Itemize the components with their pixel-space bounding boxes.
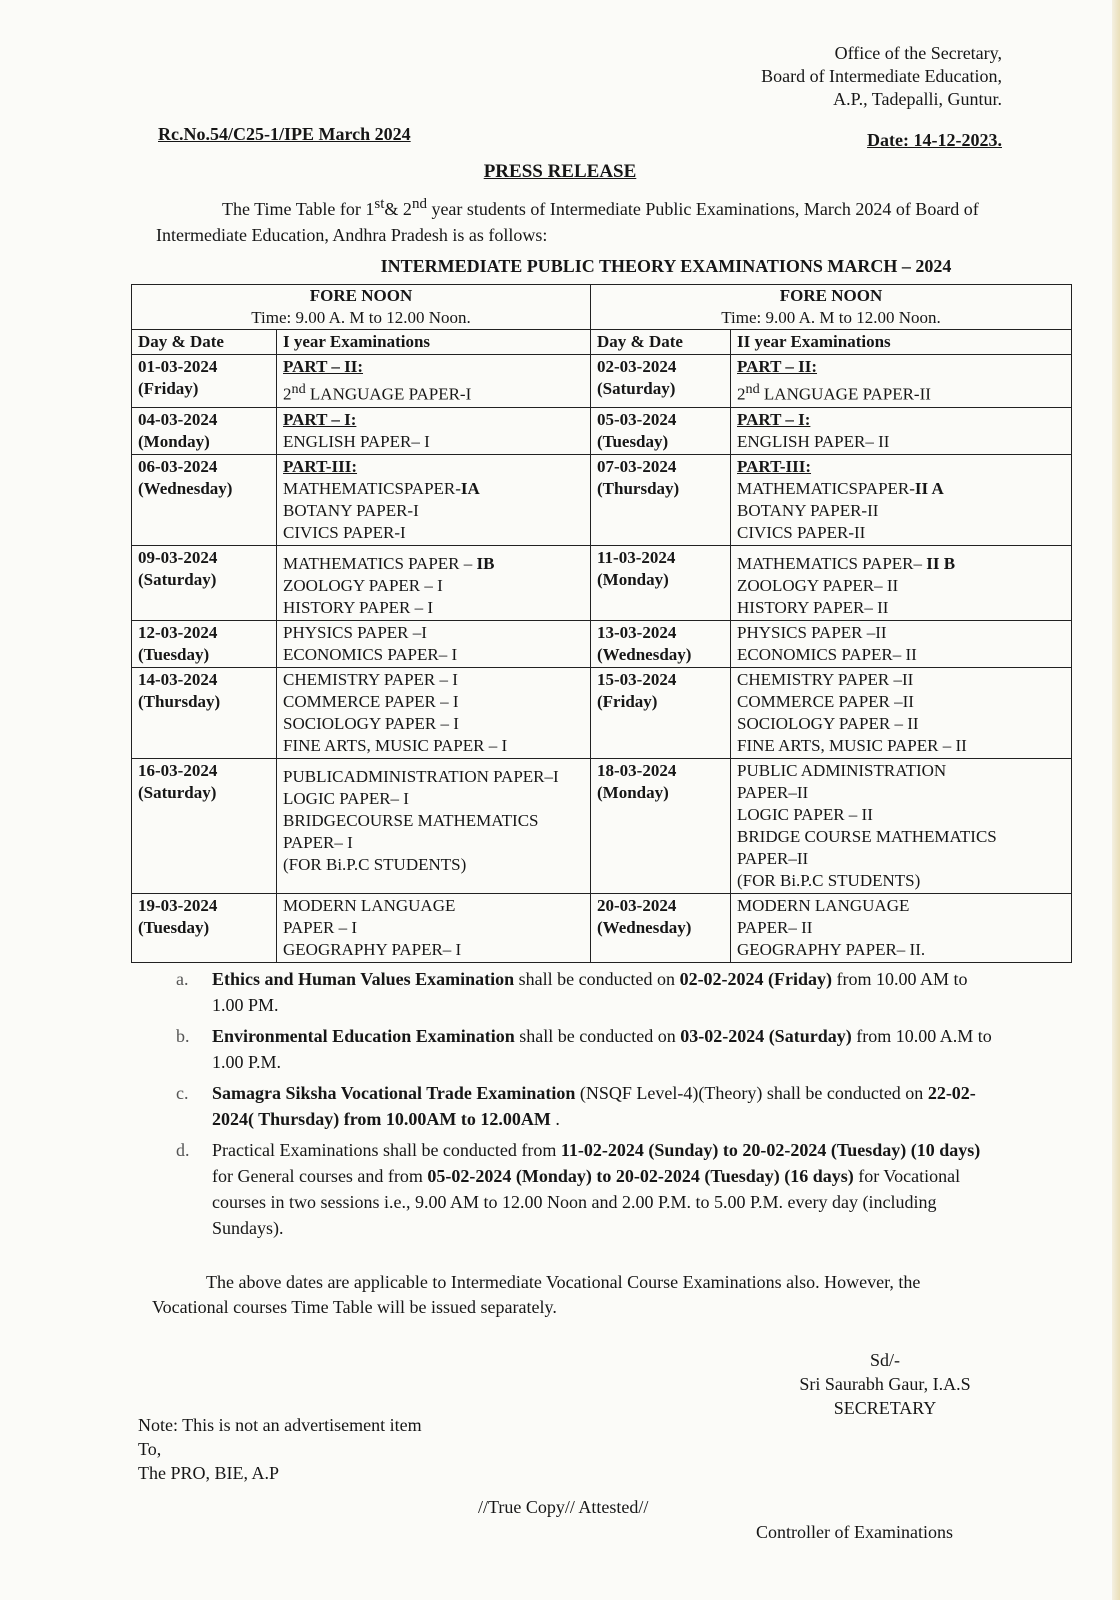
list-marker: b.	[176, 1026, 190, 1046]
exam-day: (Tuesday)	[597, 431, 669, 451]
day-date-cell	[132, 667, 277, 758]
part-label: PART – II:	[283, 357, 364, 376]
note-bold: Ethics and Human Values Examination	[212, 969, 515, 989]
day-date-cell	[591, 758, 731, 893]
exam-name: ECONOMICS PAPER– II	[737, 644, 917, 664]
day-date-cell	[132, 355, 277, 408]
exam-date: 05-03-2024	[597, 409, 677, 429]
exam-line	[283, 553, 584, 575]
notes-list	[170, 966, 1000, 1246]
exam-name: ECONOMICS PAPER– I	[283, 644, 458, 664]
timetable	[131, 284, 1072, 963]
exam-cell	[731, 407, 1072, 454]
note-text: for Vocational courses in two sessions i.e., 9.00 AM to 12.00 Noon and 2.00 P.M. to 5.00 P.M. every day (including Sundays).	[212, 1166, 961, 1238]
exam-line	[283, 478, 584, 500]
exam-name: PAPER–II	[737, 782, 809, 802]
exam-name: MATHEMATICS PAPER–	[737, 553, 927, 573]
table-row	[132, 545, 1072, 620]
signature-block	[760, 1348, 1010, 1420]
exam-name: PAPER–II	[737, 848, 809, 868]
paper-code: IA	[460, 478, 480, 498]
exam-name: PAPER – I	[283, 917, 358, 937]
exam-name: BRIDGECOURSE MATHEMATICS	[283, 810, 539, 830]
list-marker: a.	[176, 969, 189, 989]
exam-name: SOCIOLOGY PAPER – II	[737, 713, 919, 733]
exam-name: ZOOLOGY PAPER – I	[283, 575, 443, 595]
exam-day: (Tuesday)	[138, 644, 210, 664]
note-text: from 10.00 AM to 1.00 PM.	[212, 969, 968, 1015]
exam-name: PAPER– I	[283, 832, 353, 852]
office-line: A.P., Tadepalli, Guntur.	[833, 89, 1002, 109]
exam-name: COMMERCE PAPER –II	[737, 691, 914, 711]
note-a	[170, 966, 1000, 1018]
table-row	[132, 620, 1072, 667]
table-row	[132, 355, 1072, 408]
exam-line: 2nd LANGUAGE PAPER-II	[737, 381, 931, 404]
page-edge	[1112, 0, 1120, 1600]
exam-name: LANGUAGE PAPER-I	[309, 384, 472, 404]
exam-cell	[731, 545, 1072, 620]
exam-cell	[731, 620, 1072, 667]
part-label: PART – I:	[283, 409, 357, 429]
day-date-cell	[591, 355, 731, 408]
exam-day: (Monday)	[597, 782, 669, 802]
note-bold: 22-02-2024( Thursday) from 10.00AM to 12.00AM	[212, 1083, 976, 1129]
day-date-cell	[132, 758, 277, 893]
exam-day: (Saturday)	[138, 569, 217, 589]
exam-name: CHEMISTRY PAPER – I	[283, 669, 458, 689]
session-time: Time: 9.00 A. M to 12.00 Noon.	[251, 308, 471, 327]
exam-cell	[731, 758, 1072, 893]
exam-day: (Friday)	[597, 691, 658, 711]
table-row	[132, 454, 1072, 545]
exam-name: (FOR Bi.P.C STUDENTS)	[283, 854, 467, 874]
exam-name: PUBLICADMINISTRATION PAPER–I	[283, 766, 559, 786]
exam-cell	[731, 355, 1072, 408]
reference-number: Rc.No.54/C25-1/IPE March 2024	[158, 124, 411, 144]
closing-paragraph: The above dates are applicable to Intermediate Vocational Course Examinations also. However, the Vocational courses Time Table will be issued separately.	[152, 1272, 921, 1317]
note-d	[170, 1137, 1000, 1241]
list-marker: c.	[176, 1083, 189, 1103]
attestation: //True Copy// Attested//	[478, 1497, 649, 1517]
exam-name: GEOGRAPHY PAPER– I	[283, 939, 462, 959]
exam-cell	[277, 893, 591, 962]
intro-text: The Time Table for 1	[222, 199, 375, 219]
exam-day: (Wednesday)	[138, 478, 233, 498]
session-time: Time: 9.00 A. M to 12.00 Noon.	[721, 308, 941, 327]
exam-name: PUBLIC ADMINISTRATION	[737, 760, 947, 780]
exam-line	[737, 553, 1065, 575]
exam-cell	[731, 893, 1072, 962]
note-text: from 10.00 A.M to 1.00 P.M.	[212, 1026, 992, 1072]
exam-cell	[277, 355, 591, 408]
exam-name: MATHEMATICS PAPER –	[283, 553, 477, 573]
footer-note	[138, 1413, 422, 1485]
exam-name: PAPER– II	[737, 917, 813, 937]
exam-cell	[277, 758, 591, 893]
day-date-cell	[591, 620, 731, 667]
office-line: Board of Intermediate Education,	[761, 66, 1002, 86]
exam-name: ENGLISH PAPER– II	[737, 431, 890, 451]
paper-code: II B	[926, 553, 956, 573]
day-date-cell	[591, 667, 731, 758]
exam-name: BOTANY PAPER-II	[737, 500, 879, 520]
note-text: shall be conducted on	[514, 969, 680, 989]
session-name: FORE NOON	[779, 286, 883, 305]
exam-name: FINE ARTS, MUSIC PAPER – II	[737, 735, 967, 755]
note-c	[170, 1080, 1000, 1132]
table-row	[132, 407, 1072, 454]
exam-cell	[277, 454, 591, 545]
exam-name: PHYSICS PAPER –I	[283, 622, 427, 642]
ordinal-sup: nd	[745, 381, 760, 397]
intro-sup: nd	[411, 196, 427, 212]
exam-name: PHYSICS PAPER –II	[737, 622, 887, 642]
part-label: PART-III:	[737, 456, 812, 476]
exam-name: CHEMISTRY PAPER –II	[737, 669, 914, 689]
exam-cell	[277, 620, 591, 667]
exam-name: MATHEMATICSPAPER-	[737, 478, 915, 498]
note-bold: 02-02-2024 (Friday)	[679, 969, 833, 989]
exam-date: 01-03-2024	[138, 357, 218, 376]
exam-name: HISTORY PAPER – I	[283, 597, 434, 617]
exam-name: LOGIC PAPER– I	[283, 788, 409, 808]
exam-date: 16-03-2024	[138, 760, 218, 780]
exam-name: FINE ARTS, MUSIC PAPER – I	[283, 735, 508, 755]
intro-sup: st	[374, 196, 385, 212]
intro-text: & 2	[384, 199, 412, 219]
exam-day: (Monday)	[597, 569, 669, 589]
exam-name: LANGUAGE PAPER-II	[763, 384, 931, 404]
note-text: shall be conducted on	[514, 1026, 681, 1046]
list-marker: d.	[176, 1140, 190, 1160]
part-label: PART – I:	[737, 409, 811, 429]
col-header-second-year: II year Examinations	[731, 330, 1072, 355]
paper-code: II A	[914, 478, 944, 498]
exam-date: 19-03-2024	[138, 895, 218, 915]
day-date-cell	[591, 545, 731, 620]
day-date-cell	[132, 454, 277, 545]
exam-day: (Thursday)	[597, 478, 680, 498]
note-b	[170, 1023, 1000, 1075]
exam-name: HISTORY PAPER– II	[737, 597, 889, 617]
exam-date: 14-03-2024	[138, 669, 218, 689]
exam-name: BRIDGE COURSE MATHEMATICS	[737, 826, 997, 846]
exam-date: 06-03-2024	[138, 456, 218, 476]
advertisement-note: Note: This is not an advertisement item	[138, 1415, 422, 1435]
ordinal-sup: nd	[291, 381, 306, 397]
exam-day: (Friday)	[138, 379, 199, 398]
exam-cell	[277, 667, 591, 758]
note-text: (NSQF Level-4)(Theory) shall be conducted on	[575, 1083, 928, 1103]
exam-day: (Tuesday)	[138, 917, 210, 937]
exam-name: ZOOLOGY PAPER– II	[737, 575, 899, 595]
day-date-cell	[591, 407, 731, 454]
exam-date: 04-03-2024	[138, 409, 218, 429]
exam-name: MODERN LANGUAGE	[737, 895, 910, 915]
exam-name: LOGIC PAPER – II	[737, 804, 873, 824]
exam-name: MODERN LANGUAGE	[283, 895, 456, 915]
paper-code: IB	[476, 553, 495, 573]
note-text: for General courses and from	[212, 1166, 428, 1186]
col-header-day-date: Day & Date	[132, 330, 277, 355]
session-name: FORE NOON	[309, 286, 413, 305]
exam-name: CIVICS PAPER-II	[737, 522, 866, 542]
note-text: .	[550, 1109, 560, 1129]
col-header-first-year: I year Examinations	[277, 330, 591, 355]
day-date-cell	[591, 454, 731, 545]
note-bold: Samagra Siksha Vocational Trade Examination	[212, 1083, 576, 1103]
note-bold: 03-02-2024 (Saturday)	[680, 1026, 852, 1046]
exam-name: BOTANY PAPER-I	[283, 500, 419, 520]
exam-date: 13-03-2024	[597, 622, 677, 642]
signature-sd: Sd/-	[869, 1350, 900, 1370]
recipient: The PRO, BIE, A.P	[138, 1463, 280, 1483]
note-bold: 05-02-2024 (Monday) to 20-02-2024 (Tuesday) (16 days)	[427, 1166, 854, 1186]
exam-date: 11-03-2024	[597, 547, 676, 567]
exam-cell	[731, 454, 1072, 545]
intro-text: year students of Intermediate Public Examinations, March 2024 of Board of Intermediate Education, Andhra Pradesh is as follows:	[156, 199, 979, 245]
col-header-day-date: Day & Date	[591, 330, 731, 355]
table-row	[132, 758, 1072, 893]
exam-date: 20-03-2024	[597, 895, 677, 915]
exam-date: 02-03-2024	[597, 357, 677, 376]
exam-name: GEOGRAPHY PAPER– II.	[737, 939, 926, 959]
exam-name: CIVICS PAPER-I	[283, 522, 406, 542]
exam-line: 2nd LANGUAGE PAPER-I	[283, 381, 472, 404]
press-release-title: PRESS RELEASE	[483, 161, 637, 182]
exam-name: COMMERCE PAPER – I	[283, 691, 459, 711]
to-label: To,	[138, 1439, 162, 1459]
timetable-title: INTERMEDIATE PUBLIC THEORY EXAMINATIONS MARCH – 2024	[380, 256, 952, 276]
day-date-cell	[132, 620, 277, 667]
exam-cell	[277, 545, 591, 620]
note-bold: Environmental Education Examination	[212, 1026, 515, 1046]
office-line: Office of the Secretary,	[834, 43, 1002, 63]
exam-date: 07-03-2024	[597, 456, 677, 476]
exam-date: 15-03-2024	[597, 669, 677, 689]
office-address	[761, 42, 1002, 111]
exam-day: (Monday)	[138, 431, 210, 451]
signatory-name: Sri Saurabh Gaur, I.A.S	[799, 1374, 971, 1394]
part-label: PART – II:	[737, 357, 818, 376]
release-date: Date: 14-12-2023.	[867, 130, 1002, 150]
table-row	[132, 667, 1072, 758]
note-text: Practical Examinations shall be conducted from	[212, 1140, 561, 1160]
exam-line	[737, 478, 1065, 500]
left-session-header	[132, 285, 591, 330]
exam-name: SOCIOLOGY PAPER – I	[283, 713, 459, 733]
exam-day: (Wednesday)	[597, 644, 692, 664]
exam-name: (FOR Bi.P.C STUDENTS)	[737, 870, 921, 890]
exam-date: 09-03-2024	[138, 547, 218, 567]
controller-label: Controller of Examinations	[756, 1522, 953, 1542]
signatory-designation: SECRETARY	[833, 1398, 937, 1418]
exam-date: 12-03-2024	[138, 622, 218, 642]
part-label: PART-III:	[283, 456, 358, 476]
exam-name: MATHEMATICSPAPER-	[283, 478, 461, 498]
day-date-cell	[591, 893, 731, 962]
day-date-cell	[132, 893, 277, 962]
exam-date: 18-03-2024	[597, 760, 677, 780]
right-session-header	[591, 285, 1072, 330]
exam-cell	[731, 667, 1072, 758]
exam-cell	[277, 407, 591, 454]
exam-day: (Saturday)	[138, 782, 217, 802]
note-bold: 11-02-2024 (Sunday) to 20-02-2024 (Tuesday) (10 days)	[560, 1140, 981, 1160]
intro-paragraph	[156, 191, 1046, 248]
table-row	[132, 893, 1072, 962]
day-date-cell	[132, 545, 277, 620]
exam-day: (Wednesday)	[597, 917, 692, 937]
exam-name: ENGLISH PAPER– I	[283, 431, 430, 451]
exam-day: (Saturday)	[597, 379, 676, 398]
day-date-cell	[132, 407, 277, 454]
exam-day: (Thursday)	[138, 691, 221, 711]
